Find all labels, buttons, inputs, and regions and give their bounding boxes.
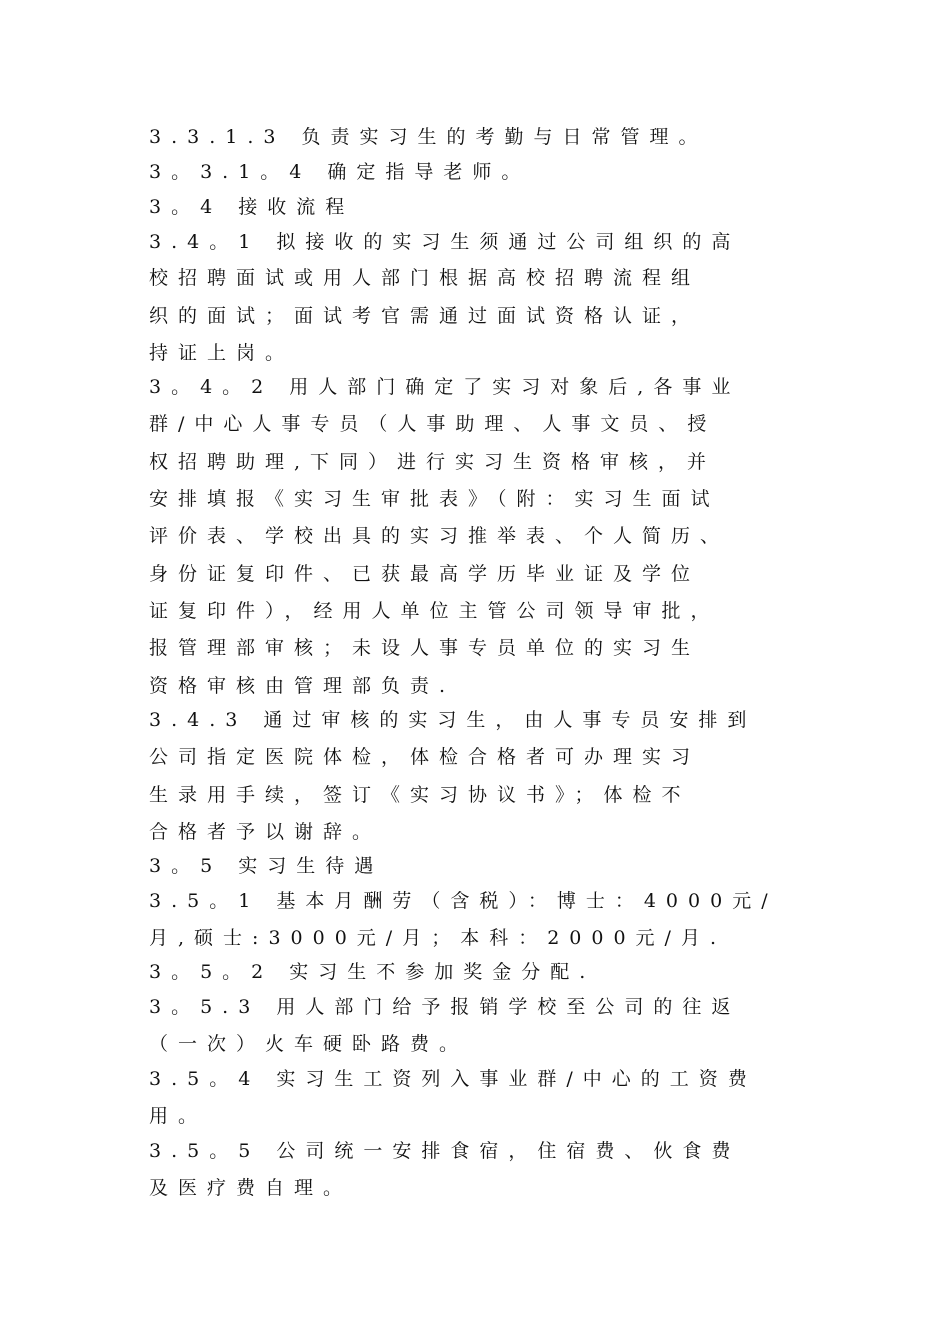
text-line: 月,硕士:3000元/月；本科：2000元/月. [149,927,726,949]
text-line: 3.4。1 拟接收的实习生须通过公司组织的高 [149,231,741,253]
text-line: 3。5。2 实习生不参加奖金分配. [149,961,596,983]
text-line: 权招聘助理,下同）进行实习生资格审核，并 [149,451,717,473]
text-line: 3.5。4 实习生工资列入事业群/中心的工资费 [149,1068,757,1090]
text-line: 生录用手续，签订《实习协议书》；体检不 [149,784,691,806]
section-heading: 3。5 实习生待遇 [149,855,384,877]
text-line: 用。 [149,1105,208,1127]
section-heading: 3。4 接收流程 [149,196,355,218]
text-line: 证复印件），经用人单位主管公司领导审批， [149,600,720,622]
text-line: 公司指定医院体检，体检合格者可办理实习 [149,746,701,768]
text-line: 资格审核由管理部负责. [149,675,456,697]
text-line: 织的面试；面试考官需通过面试资格认证， [149,305,701,327]
text-line: 报管理部审核；未设人事专员单位的实习生 [149,637,701,659]
text-line: 持证上岗。 [149,342,295,364]
text-line: 3。5.3 用人部门给予报销学校至公司的往返 [149,996,741,1018]
text-line: 及医疗费自理。 [149,1177,353,1199]
text-line: 校招聘面试或用人部门根据高校招聘流程组 [149,267,701,289]
text-line: 安排填报《实习生审批表》（附：实习生面试 [149,488,720,510]
text-line: 3.5。1 基本月酬劳（含税）：博士：4000元/ [149,890,778,912]
text-line: （一次）火车硬卧路费。 [149,1033,469,1055]
text-line: 群/中心人事专员（人事助理、人事文员、授 [149,413,717,435]
text-line: 3。3.1。4 确定指导老师。 [149,161,531,183]
text-line: 合格者予以谢辞。 [149,821,382,843]
text-line: 3。4。2 用人部门确定了实习对象后,各事业 [149,376,741,398]
text-line: 3.4.3 通过审核的实习生，由人事专员安排到 [149,709,757,731]
text-line: 身份证复印件、已获最高学历毕业证及学位 [149,563,701,585]
text-line: 评价表、学校出具的实习推举表、个人简历、 [149,525,730,547]
text-line: 3.3.1.3 负责实习生的考勤与日常管理。 [149,126,708,148]
text-line: 3.5。5 公司统一安排食宿，住宿费、伙食费 [149,1140,741,1162]
